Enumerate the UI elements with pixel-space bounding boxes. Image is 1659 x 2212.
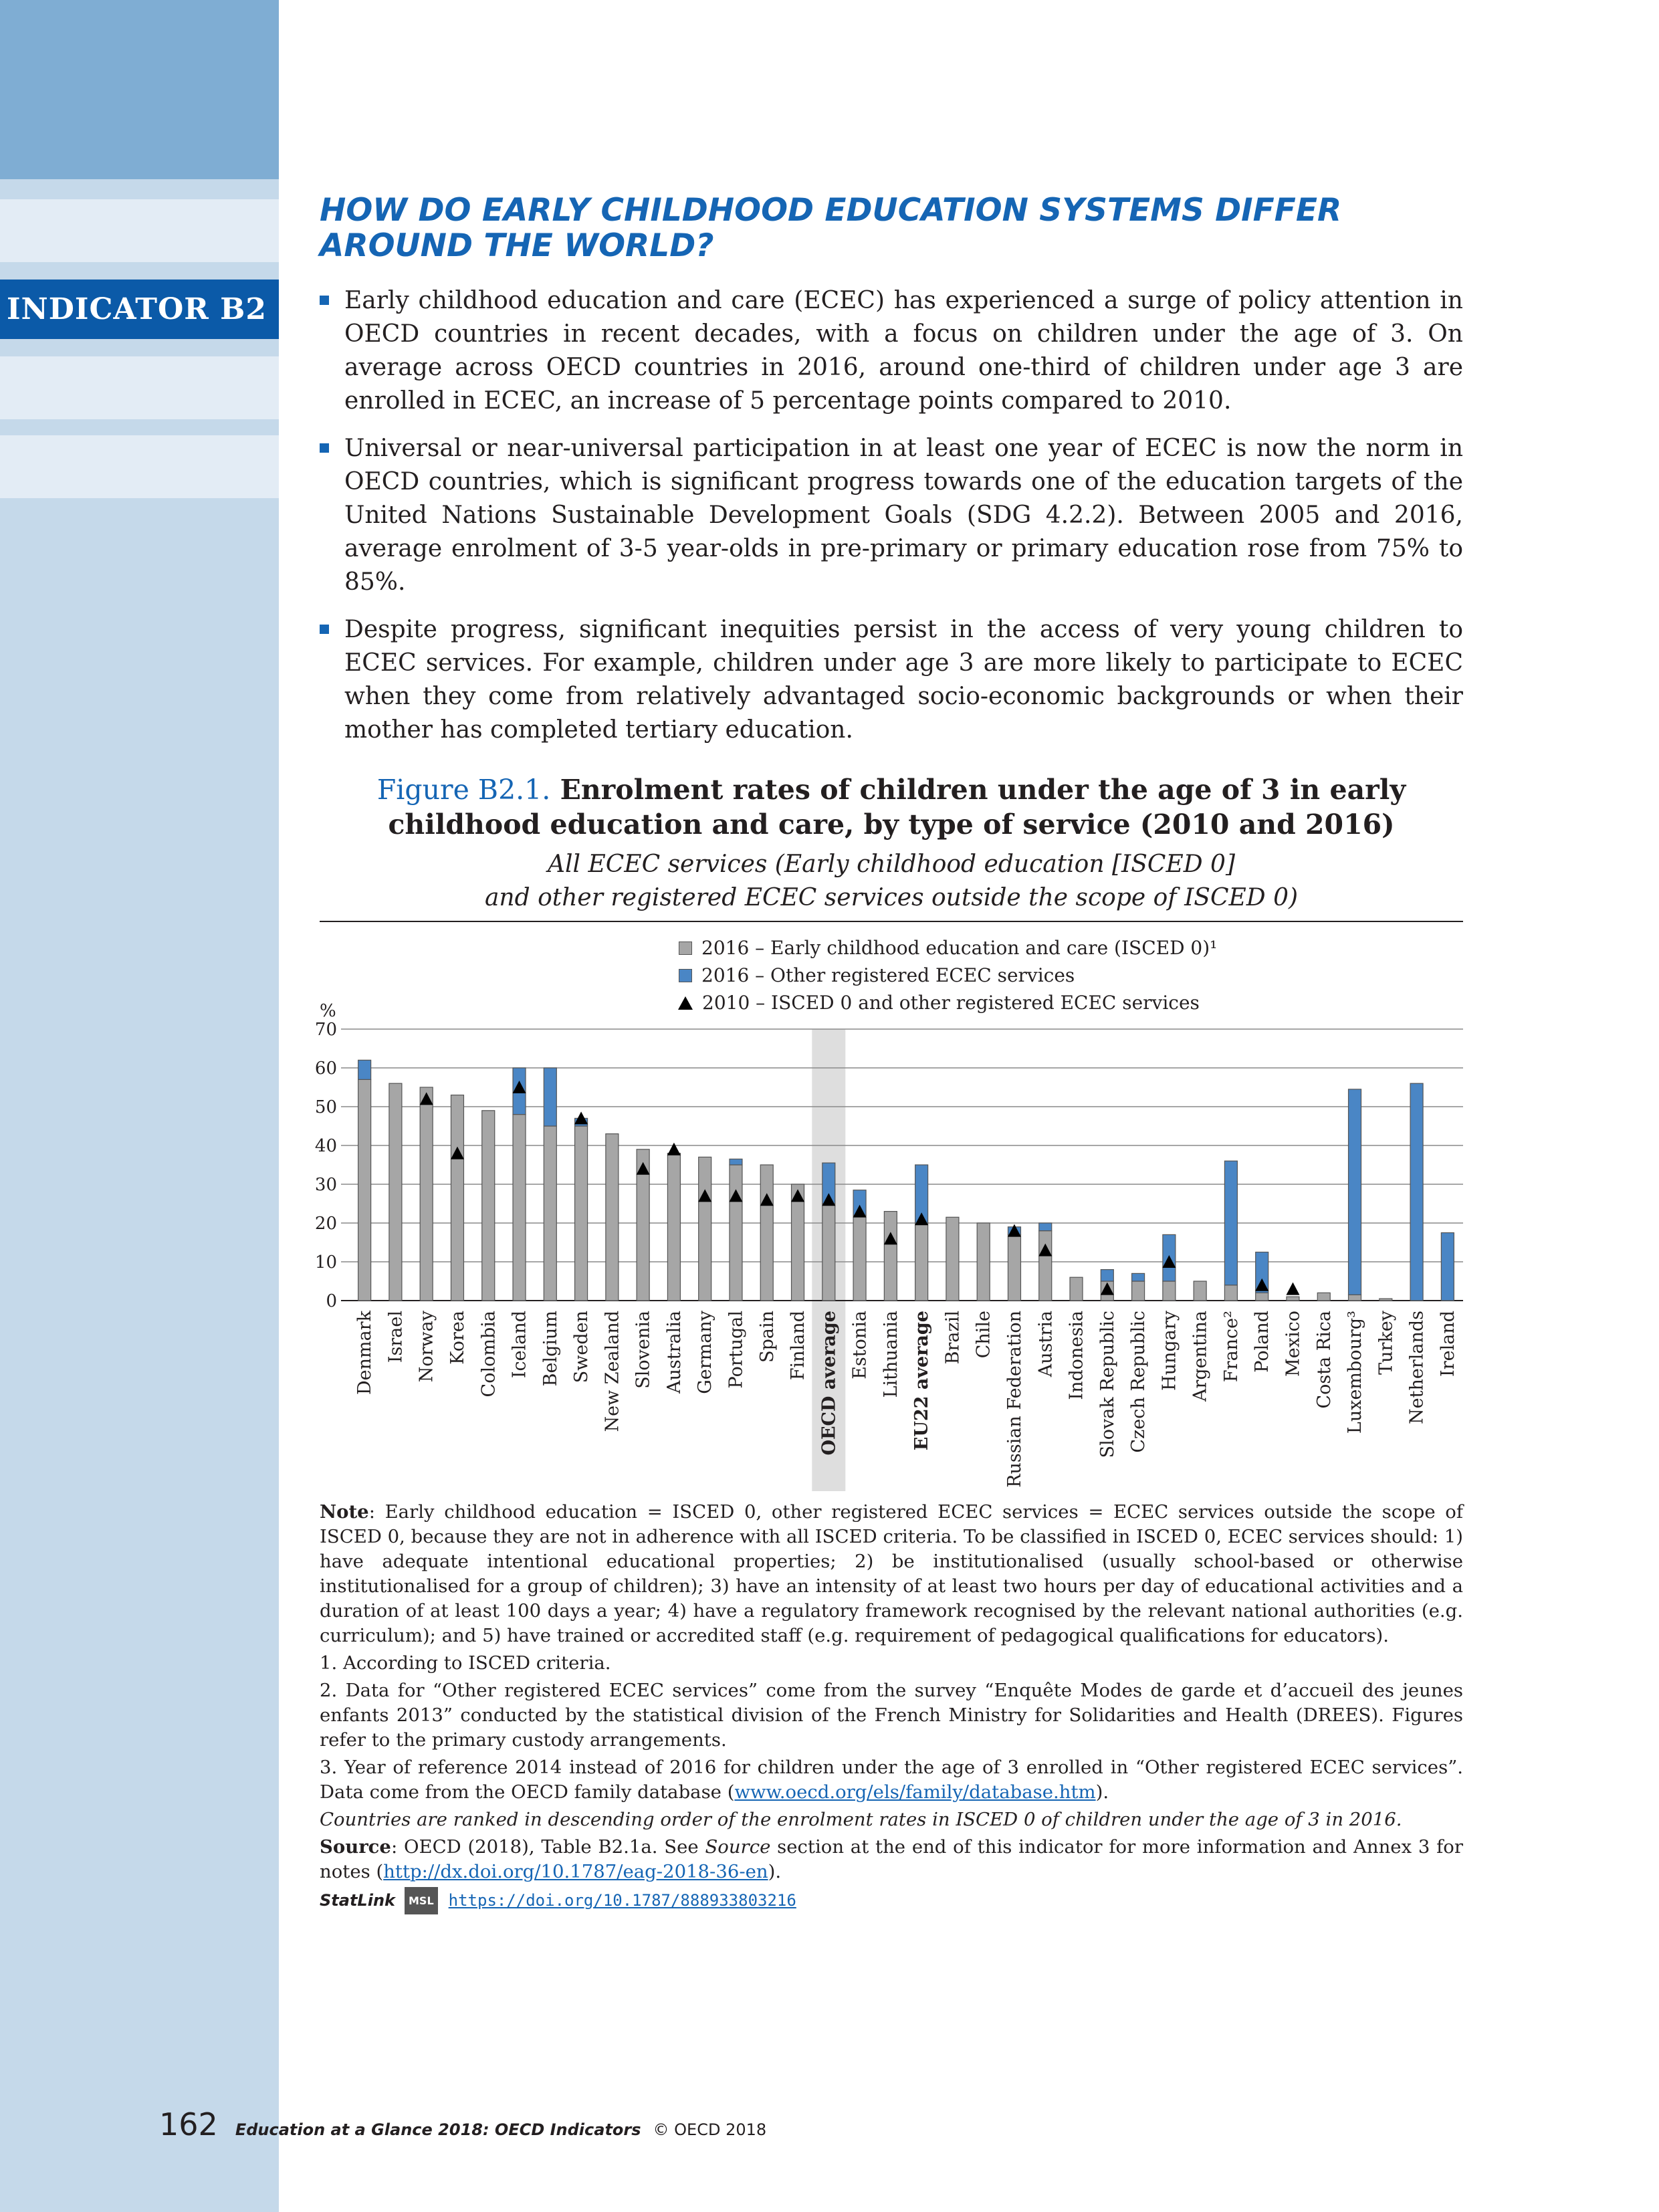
bullet-item: Early childhood education and care (ECEC) has experienced a surge of policy attention in OECD countries in recent decades, with a focus on children under the age of 3. On average across OECD countries in 2016, around one-third of children under age 3 are enrolled in ECEC, an increase of 5 percentage points compared to 2010. xyxy=(320,284,1463,418)
x-tick-label: Mexico xyxy=(1283,1311,1304,1377)
sidebar-top-block xyxy=(0,0,279,179)
key-findings-list xyxy=(320,284,1463,761)
legend-item-isced0 xyxy=(679,934,1217,962)
bullet-item: Universal or near-universal participation in at least one year of ECEC is now the norm in OECD countries, which is significant progress towards one of the education targets of the United Nations Sustainable Development Goals (SDG 4.2.2). Between 2005 and 2016, average enrolment of 3-5 year-olds in pre-primary or primary education rose from 75% to 85%. xyxy=(320,432,1463,599)
x-tick-label: Colombia xyxy=(478,1311,500,1398)
x-tick-label: Indonesia xyxy=(1066,1311,1087,1400)
y-tick-label: 0 xyxy=(326,1291,337,1311)
note-label: Note xyxy=(320,1501,369,1523)
x-tick-label: Russian Federation xyxy=(1004,1311,1025,1488)
bar-isced0 xyxy=(1287,1297,1299,1301)
legend-label: 2016 – Early childhood education and care (ISCED 0)¹ xyxy=(701,937,1218,959)
x-tick-label: Poland xyxy=(1252,1311,1273,1373)
x-tick-label: Brazil xyxy=(942,1311,964,1365)
y-tick-label: 40 xyxy=(314,1136,337,1156)
x-tick-label: Slovenia xyxy=(633,1311,654,1389)
y-tick-label: 60 xyxy=(314,1059,337,1079)
x-tick-label: Czech Republic xyxy=(1128,1311,1149,1453)
x-tick-label: Netherlands xyxy=(1406,1311,1428,1424)
x-tick-label: Argentina xyxy=(1190,1311,1211,1402)
footnote-1: 1. According to ISCED criteria. xyxy=(320,1652,611,1674)
x-tick-label: Portugal xyxy=(726,1311,747,1389)
footnote-3-text: 3. Year of reference 2014 instead of 2016 for children under the age of 3 enrolled in “Other registered ECEC services”. Data come from the OECD family database ( xyxy=(320,1757,1463,1803)
bar-isced0 xyxy=(389,1083,402,1301)
footnote-2: 2. Data for “Other registered ECEC services” come from the survey “Enquête Modes de garde et d’accueil des jeunes enfants 2013” conducted by the statistical division of the French Ministry for Solidarities and Health (DREES). Figures refer to the primary custody arrangements. xyxy=(320,1680,1463,1751)
page-footer xyxy=(159,2106,766,2142)
bar-isced0 xyxy=(544,1126,556,1301)
page-number: 162 xyxy=(159,2106,218,2142)
bar-isced0 xyxy=(915,1223,928,1301)
doi-link[interactable]: http://dx.doi.org/10.1787/eag-2018-36-en xyxy=(383,1861,768,1882)
bar-other-ecec xyxy=(1132,1273,1145,1281)
x-tick-label: EU22 average xyxy=(911,1311,933,1451)
footnote-3-end: ). xyxy=(1095,1781,1109,1803)
x-tick-label: Luxembourg³ xyxy=(1345,1311,1366,1434)
figure-notes xyxy=(320,1500,1463,1914)
x-tick-label: Australia xyxy=(663,1311,685,1394)
oecd-family-database-link[interactable]: www.oecd.org/els/family/database.htm xyxy=(734,1781,1096,1803)
bar-other-ecec xyxy=(1039,1223,1052,1231)
x-tick-label: Korea xyxy=(447,1311,468,1365)
x-tick-label: Costa Rica xyxy=(1313,1311,1335,1409)
bar-other-ecec xyxy=(1101,1270,1113,1281)
x-tick-label: Chile xyxy=(973,1311,994,1359)
ranking-note xyxy=(320,1807,1463,1832)
x-tick-label: France² xyxy=(1220,1311,1242,1383)
legend-swatch-grey xyxy=(679,942,692,955)
bar-isced0 xyxy=(1008,1234,1020,1301)
figure-title-text: Enrolment rates of children under the age of 3 in early childhood education and care, by type of service (2010 and 2016) xyxy=(388,774,1406,841)
y-tick-label: 20 xyxy=(314,1214,337,1234)
x-tick-label: Hungary xyxy=(1159,1311,1180,1391)
enrolment-bar-chart xyxy=(308,990,1471,1498)
chart-top-rule xyxy=(320,921,1463,922)
bar-isced0 xyxy=(699,1157,711,1301)
x-tick-label: Norway xyxy=(416,1311,437,1383)
source-italic: Source xyxy=(705,1836,771,1858)
indicator-label: INDICATOR B2 xyxy=(0,280,279,339)
x-tick-label: Austria xyxy=(1035,1311,1057,1377)
bar-other-ecec xyxy=(358,1060,371,1079)
y-tick-label: 50 xyxy=(314,1097,337,1117)
bar-isced0 xyxy=(1070,1277,1083,1301)
x-tick-label: Belgium xyxy=(540,1311,561,1387)
bar-other-ecec xyxy=(1410,1083,1423,1301)
ranking-note-text: Countries are ranked in descending order of the enrolment rates in ISCED 0 of children under the age of 3 in 2016. xyxy=(320,1809,1402,1830)
bar-other-ecec xyxy=(1224,1161,1237,1285)
figure-number: Figure B2.1. xyxy=(376,774,551,806)
figure-subtitle-line: All ECEC services (Early childhood education [ISCED 0] xyxy=(548,851,1235,878)
bar-isced0 xyxy=(760,1165,773,1301)
x-tick-label: OECD average xyxy=(818,1311,840,1456)
y-tick-label: 10 xyxy=(314,1252,337,1273)
bullet-item: Despite progress, significant inequities persist in the access of very young children to ECEC services. For example, children under age 3 are more likely to participate to ECEC when they come from relatively advantaged socio-economic backgrounds or when their mother has completed tertiary education. xyxy=(320,613,1463,747)
bar-isced0 xyxy=(1194,1281,1206,1301)
bar-isced0 xyxy=(1256,1293,1268,1301)
bar-isced0 xyxy=(1317,1293,1330,1301)
publication-title: Education at a Glance 2018: OECD Indicators xyxy=(235,2120,641,2139)
x-tick-label: Germany xyxy=(695,1311,716,1394)
y-tick-label: 30 xyxy=(314,1175,337,1195)
footnote-3 xyxy=(320,1755,1463,1805)
statlink-logo-icon: MSL xyxy=(405,1887,438,1914)
bar-isced0 xyxy=(1379,1299,1392,1301)
source-text: : OECD (2018), Table B2.1a. See xyxy=(391,1836,705,1858)
bar-isced0 xyxy=(730,1165,742,1301)
bar-isced0 xyxy=(884,1212,897,1301)
bar-other-ecec xyxy=(1441,1233,1454,1301)
source-text: section at the end of this indicator for more information and Annex 3 for notes ( xyxy=(320,1836,1463,1882)
legend-item-other xyxy=(679,962,1217,989)
x-tick-label: Iceland xyxy=(509,1311,530,1379)
bar-isced0 xyxy=(667,1153,680,1301)
section-title: HOW DO EARLY CHILDHOOD EDUCATION SYSTEMS DIFFER AROUND THE WORLD? xyxy=(320,192,1342,264)
bar-isced0 xyxy=(1039,1231,1052,1301)
sidebar-tab xyxy=(0,199,279,262)
x-tick-label: Finland xyxy=(788,1311,809,1381)
note-text: : Early childhood education = ISCED 0, other registered ECEC services = ECEC services outside the scope of ISCED 0, because they are not in adherence with all ISCED criteria. To be classified in ISCED 0, ECEC services should: 1) have adequate intentional educational properties; 2) be institutionalised (usually school-based or otherwise institutionalised for a group of children); 3) have an intensity of at least two hours per day of educational activities and a duration of at least 100 days a year; 4) have a regulatory framework recognised by the relevant national authorities (e.g. curriculum); and 5) have trained or accredited staff (e.g. requirement of pedagogical qualifications for educators). xyxy=(320,1501,1463,1646)
figure-subtitle-line: and other registered ECEC services outside the scope of ISCED 0) xyxy=(484,884,1299,911)
bar-isced0 xyxy=(420,1087,433,1301)
legend-label: 2016 – Other registered ECEC services xyxy=(701,964,1075,986)
bar-isced0 xyxy=(513,1115,526,1301)
bar-isced0 xyxy=(1224,1285,1237,1301)
statlink-label: StatLink xyxy=(320,1891,395,1910)
bar-other-ecec xyxy=(1349,1089,1361,1295)
bar-isced0 xyxy=(451,1095,463,1301)
statlink xyxy=(320,1887,1463,1914)
x-tick-label: Israel xyxy=(385,1311,407,1363)
figure-title xyxy=(320,772,1463,842)
x-tick-label: New Zealand xyxy=(602,1311,623,1432)
x-tick-label: Turkey xyxy=(1375,1311,1397,1375)
sidebar-tab xyxy=(0,435,279,498)
x-tick-label: Sweden xyxy=(571,1311,592,1384)
marker-2010 xyxy=(667,1143,681,1155)
y-tick-label: 70 xyxy=(314,1020,337,1040)
statlink-url[interactable]: https://doi.org/10.1787/888933803216 xyxy=(448,1891,796,1910)
source-end: ). xyxy=(768,1861,782,1882)
figure-subtitle xyxy=(320,848,1463,915)
bar-isced0 xyxy=(946,1217,959,1301)
x-tick-label: Ireland xyxy=(1437,1311,1458,1377)
legend-swatch-blue xyxy=(679,969,692,982)
x-tick-label: Estonia xyxy=(849,1311,871,1379)
bar-isced0 xyxy=(1163,1281,1176,1301)
bar-isced0 xyxy=(853,1215,866,1301)
source-label: Source xyxy=(320,1836,391,1858)
bar-isced0 xyxy=(575,1126,588,1301)
legend-label: 2010 – ISCED 0 and other registered ECEC services xyxy=(702,992,1200,1014)
bar-isced0 xyxy=(1132,1281,1145,1301)
x-tick-label: Spain xyxy=(756,1311,778,1363)
bar-isced0 xyxy=(482,1111,495,1301)
bar-other-ecec xyxy=(544,1068,556,1126)
note-paragraph xyxy=(320,1500,1463,1648)
bar-isced0 xyxy=(358,1079,371,1301)
x-tick-label: Lithuania xyxy=(880,1311,901,1398)
y-axis-label: % xyxy=(320,1001,336,1021)
x-tick-label: Slovak Republic xyxy=(1097,1311,1118,1458)
sidebar-tab xyxy=(0,356,279,419)
marker-2010 xyxy=(1286,1283,1299,1295)
copyright: © OECD 2018 xyxy=(653,2120,767,2139)
bar-other-ecec xyxy=(730,1159,742,1165)
bar-isced0 xyxy=(822,1204,835,1301)
bar-isced0 xyxy=(977,1223,990,1301)
source-note xyxy=(320,1835,1463,1884)
bar-isced0 xyxy=(1349,1295,1361,1301)
bar-isced0 xyxy=(606,1134,619,1301)
x-tick-label: Denmark xyxy=(354,1311,376,1395)
